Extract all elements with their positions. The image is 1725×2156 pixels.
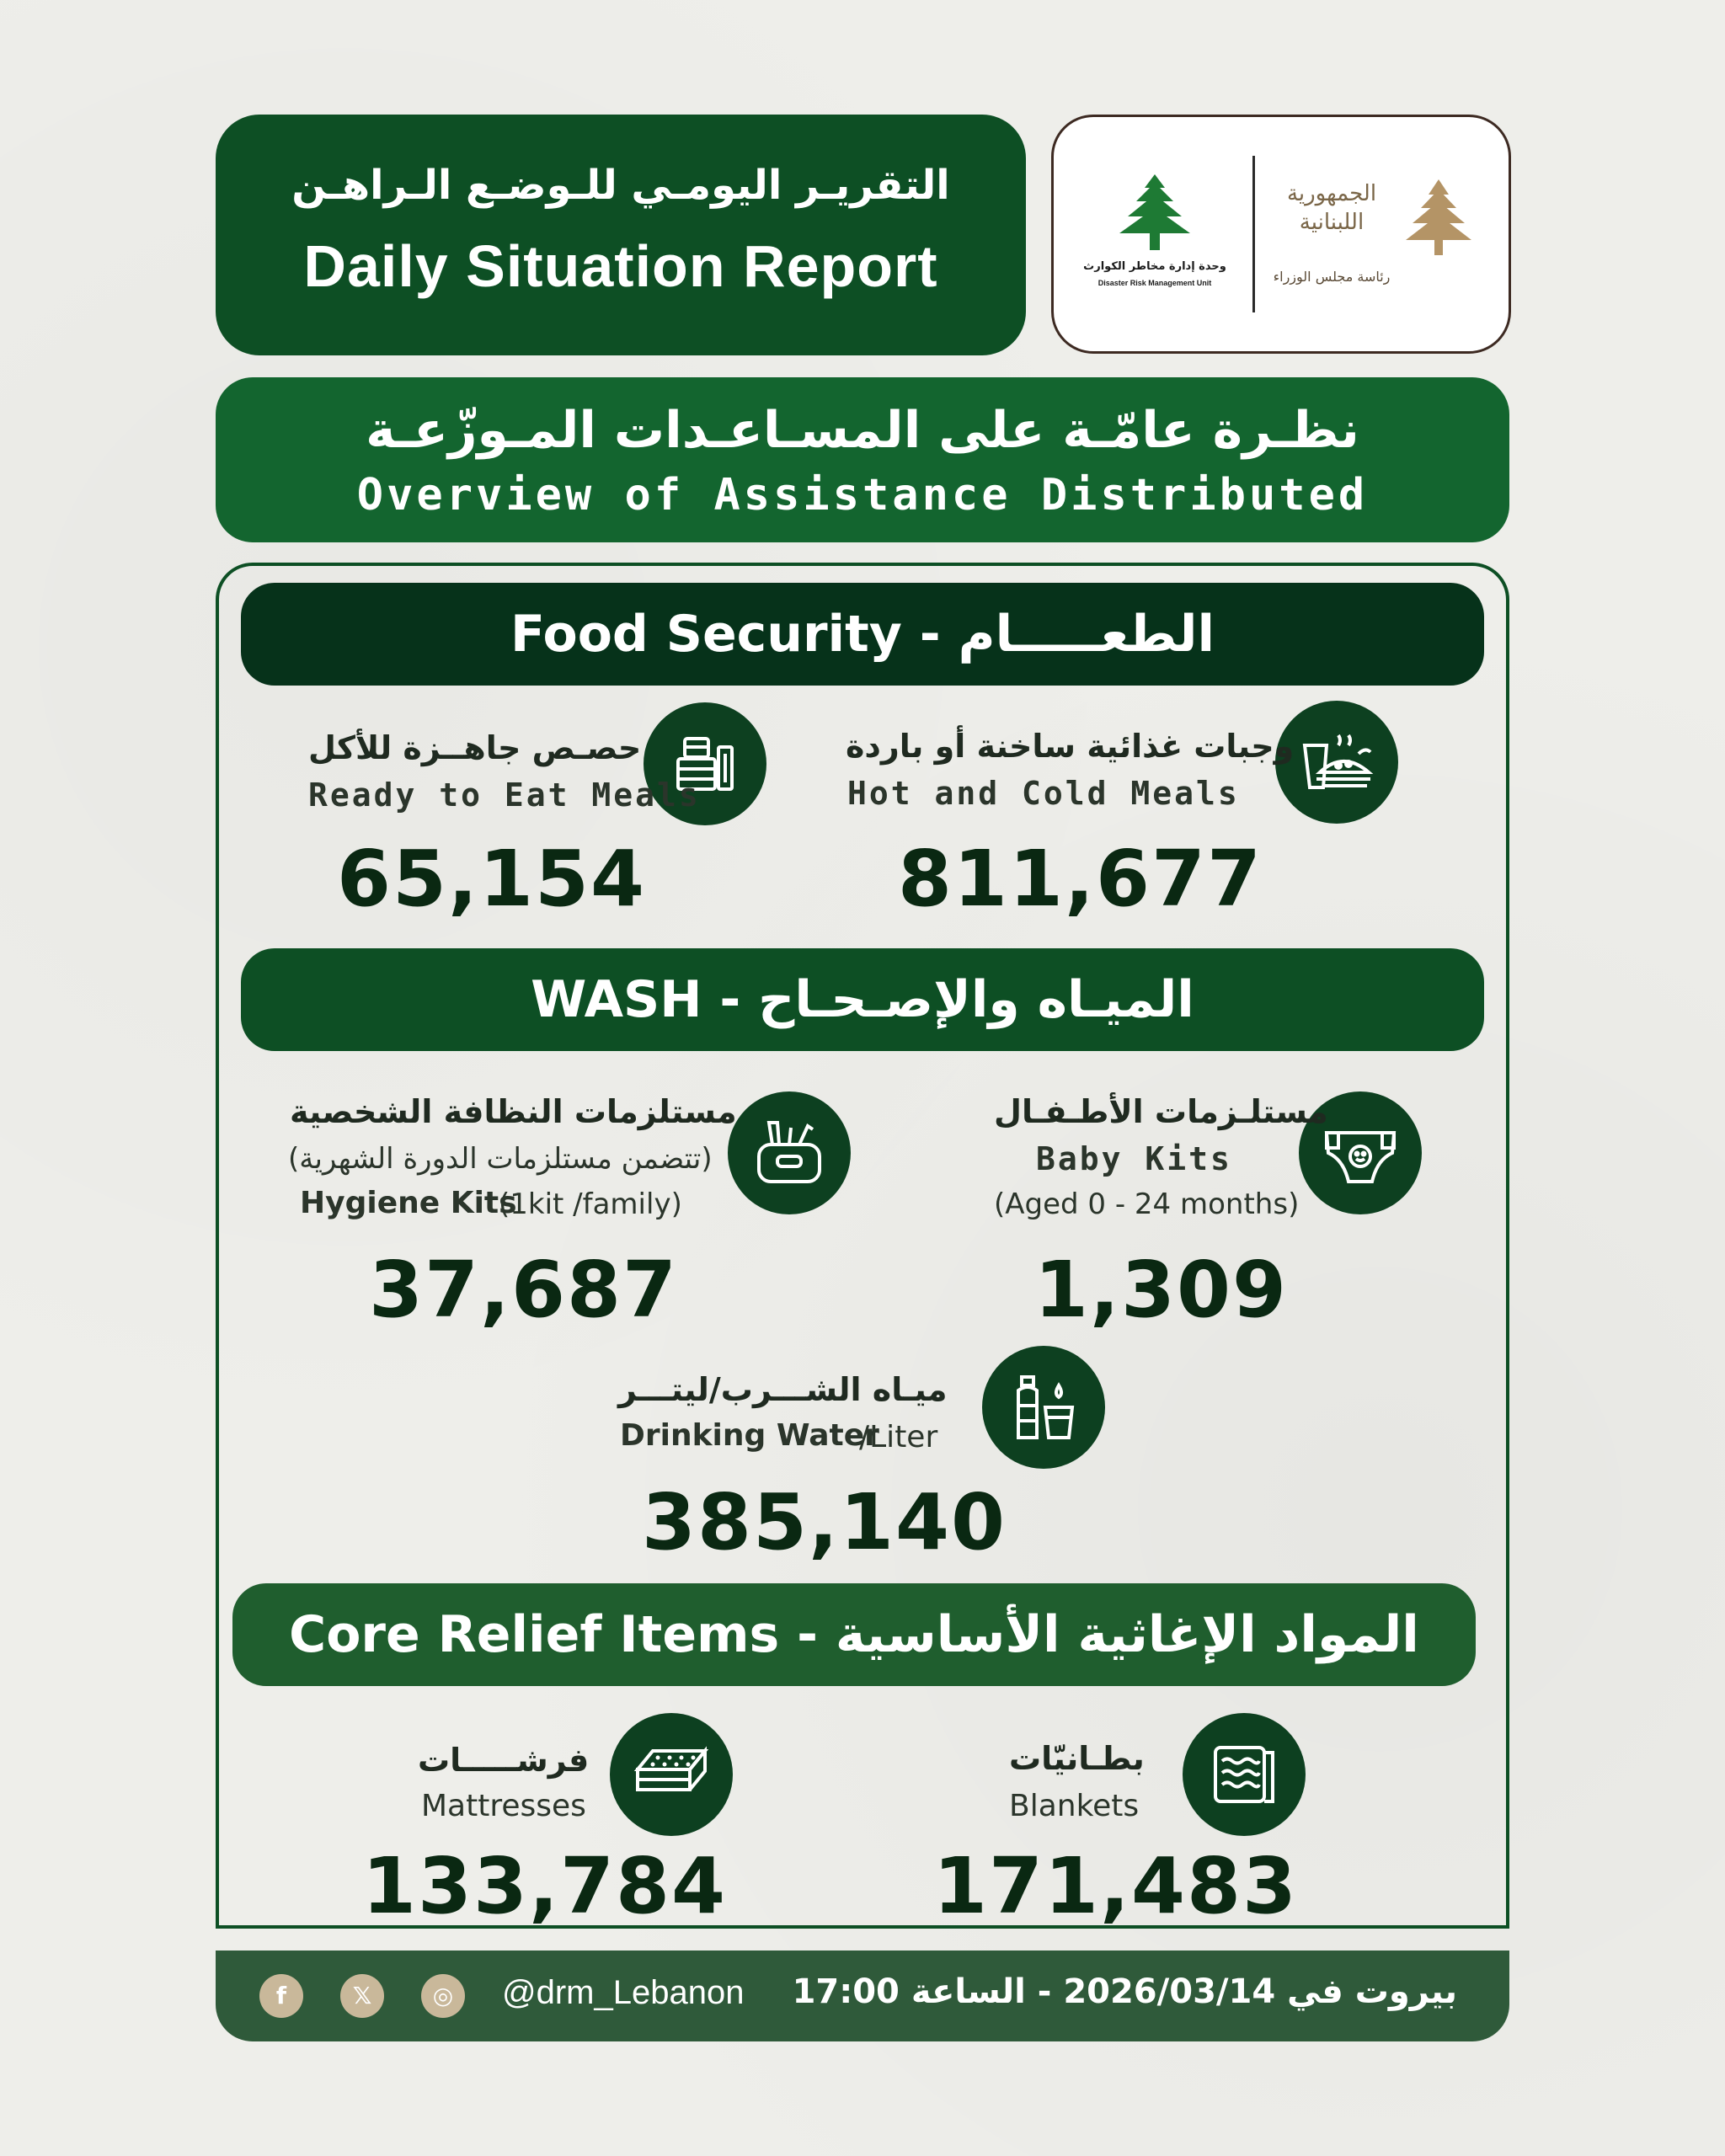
x-twitter-icon[interactable] [340, 1974, 384, 2018]
drm-cedar-logo-icon [1111, 173, 1199, 257]
folded-blanket-icon [1202, 1732, 1286, 1817]
ready-meals-value: 65,154 [337, 834, 647, 924]
water-icon-circle [982, 1346, 1105, 1469]
hygiene-kits-value: 37,687 [369, 1245, 679, 1335]
diaper-icon [1318, 1111, 1402, 1195]
blankets-icon-circle [1183, 1713, 1306, 1836]
mattresses-value: 133,784 [362, 1841, 728, 1931]
overview-band [216, 377, 1509, 542]
mattresses-label-ar: فرشـــــات [418, 1742, 590, 1779]
blankets-label-ar: بطـانيّات [1009, 1740, 1145, 1777]
hot-meals-label-ar: وجبات غذائية ساخنة أو باردة [846, 728, 1295, 765]
overview-title-en: Overview of Assistance Distributed [356, 470, 1369, 520]
hygiene-kits-icon-circle [728, 1091, 851, 1214]
report-title-ar: التقريـر اليومـي للـوضـع الـراهـن [291, 162, 950, 209]
baby-kits-label-ar: مستلـزمات الأطـفـال [994, 1093, 1328, 1130]
gold-cedar-logo-icon [1401, 178, 1477, 259]
logo-divider [1252, 156, 1255, 312]
hygiene-bag-icon [747, 1111, 831, 1195]
mattresses-icon-circle [610, 1713, 733, 1836]
facebook-icon[interactable] [259, 1974, 303, 2018]
hygiene-kits-label-ar: مستلزمات النظافة الشخصية [290, 1093, 737, 1130]
blankets-value: 171,483 [933, 1841, 1299, 1931]
drm-name-ar: وحدة إدارة مخاطر الكوارث [1083, 260, 1226, 273]
facebook-glyph: f [275, 1982, 287, 2009]
report-title-box [216, 115, 1026, 355]
ready-meals-label-en: Ready to Eat Meals [308, 776, 701, 814]
dateline: بيروت في 2026/03/14 - الساعة 17:00 [792, 1972, 1457, 2011]
water-value: 385,140 [642, 1477, 1007, 1567]
section-food-band: Food Security - الطعـــــام [241, 583, 1484, 686]
section-wash-band: WASH - الميـاه والإصـحـاح [241, 948, 1484, 1051]
instagram-icon[interactable] [421, 1974, 465, 2018]
republic-name-ar: الجمهورية اللبنانية [1286, 181, 1377, 235]
mattress-icon [629, 1732, 713, 1817]
overview-title-ar: نظـرة عامّـة على المسـاعـدات المـوزّعـة [366, 401, 1359, 460]
baby-kits-value: 1,309 [1034, 1245, 1289, 1335]
x-glyph: 𝕏 [352, 1982, 372, 2009]
mattresses-label-en: Mattresses [421, 1789, 586, 1823]
baby-kits-note: (Aged 0 - 24 months) [994, 1187, 1300, 1221]
hygiene-kits-unit: (1kit /family) [499, 1187, 682, 1221]
presidency-name-ar: رئاسة مجلس الوزراء [1273, 269, 1391, 285]
section-core-band: Core Relief Items - المواد الإغاثية الأساسية [232, 1583, 1476, 1686]
water-unit: /Liter [859, 1420, 938, 1454]
blankets-label-en: Blankets [1009, 1789, 1140, 1823]
logos-box [1051, 115, 1511, 354]
hot-meals-label-en: Hot and Cold Meals [847, 775, 1240, 812]
baby-kits-label-en: Baby Kits [1036, 1140, 1232, 1177]
hygiene-kits-label-en: Hygiene Kits [300, 1186, 517, 1220]
hygiene-kits-note-ar: (تتضمن مستلزمات الدورة الشهرية) [288, 1142, 713, 1176]
meal-plate-icon [1295, 720, 1379, 804]
social-handle[interactable]: @drm_Lebanon [502, 1974, 745, 2011]
water-label-en: Drinking Water [620, 1418, 879, 1453]
water-label-ar: ميـاه الشـــرب/ليتـــر [618, 1371, 948, 1408]
hot-meals-value: 811,677 [898, 834, 1263, 924]
drm-name-en: Disaster Risk Management Unit [1097, 279, 1212, 287]
report-title-en: Daily Situation Report [303, 233, 938, 299]
instagram-glyph: ◎ [432, 1982, 454, 2009]
water-bottle-glass-icon [1001, 1365, 1086, 1449]
footer-bar [216, 1951, 1509, 2041]
ready-meals-label-ar: حصـص جاهــزة للأكل [308, 729, 642, 766]
